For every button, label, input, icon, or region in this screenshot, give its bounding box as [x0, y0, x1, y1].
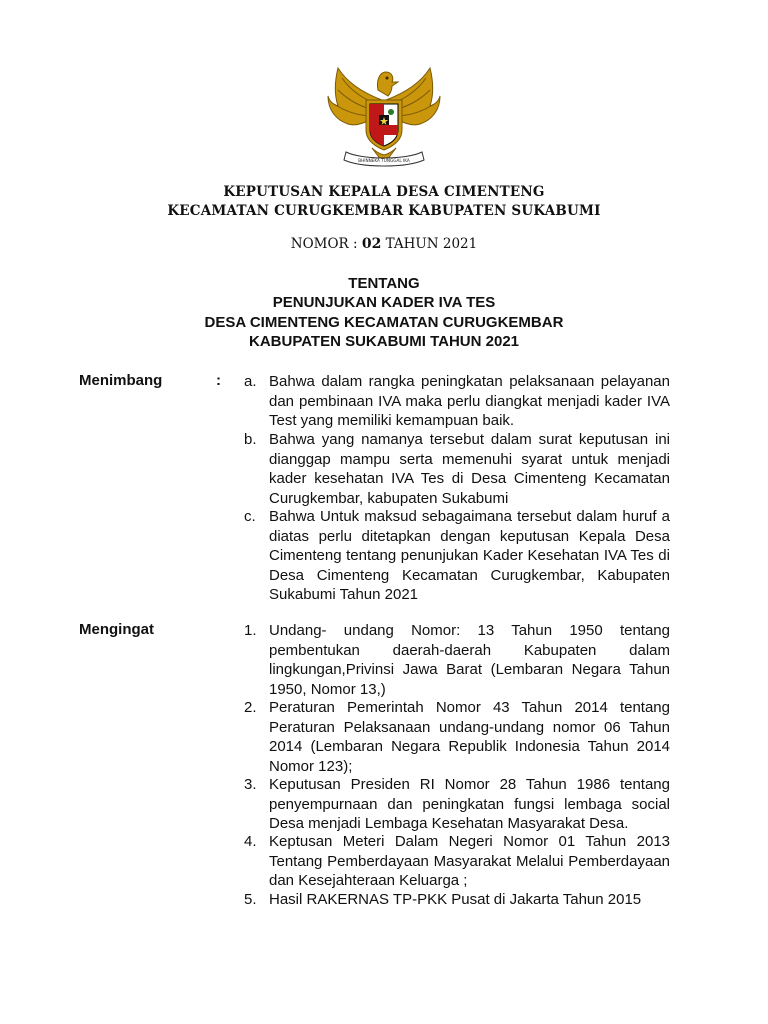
- list-marker: c.: [244, 508, 256, 525]
- list-marker: 2.: [244, 699, 257, 716]
- menimbang-item-b: [244, 430, 670, 508]
- garuda-pancasila-emblem-icon: [326, 60, 442, 172]
- mengingat-item-5: [244, 890, 670, 910]
- list-item-text: Keputusan Presiden RI Nomor 28 Tahun 1986 tentang penyempurnaan dan peningkatan fungsi lembaga social Desa menjadi Lembaga Kesehatan Masyarakat Desa.: [269, 776, 670, 832]
- title-line-2: KECAMATAN CURUGKEMBAR KABUPATEN SUKABUMI: [167, 203, 601, 219]
- nomor-suffix: TAHUN 2021: [381, 236, 478, 252]
- mengingat-item-4: [244, 832, 670, 891]
- subject-line-1: PENUNJUKAN KADER IVA TES: [272, 294, 496, 311]
- menimbang-item-c: [244, 507, 670, 605]
- list-item-text: Hasil RAKERNAS TP-PKK Pusat di Jakarta Tahun 2015: [269, 891, 642, 908]
- subject-line-2: DESA CIMENTENG KECAMATAN CURUGKEMBAR: [204, 314, 564, 331]
- svg-text:BHINNEKA TUNGGAL IKA: BHINNEKA TUNGGAL IKA: [358, 158, 410, 163]
- list-marker: 3.: [244, 776, 257, 793]
- menimbang-item-a: [244, 372, 670, 431]
- subject-line-3: KABUPATEN SUKABUMI TAHUN 2021: [248, 333, 520, 350]
- list-item-text: Keptusan Meteri Dalam Negeri Nomor 01 Tahun 2013 Tentang Pemberdayaan Masyarakat Melalui Pemberdayaan dan Kesejahteraan Keluarga ;: [269, 833, 670, 889]
- list-marker: b.: [244, 431, 257, 448]
- list-item-text: Peraturan Pemerintah Nomor 43 Tahun 2014 tentang Peraturan Pelaksanaan undang-undang nomor 06 Tahun 2014 (Lembaran Negara Republik Indonesia Tahun 2014 Nomor 123);: [269, 699, 670, 775]
- menimbang-colon: :: [216, 372, 221, 389]
- list-marker: 5.: [244, 891, 257, 908]
- list-marker: 1.: [244, 622, 257, 639]
- list-item-text: Undang- undang Nomor: 13 Tahun 1950 tentang pembentukan daerah-daerah Kabupaten dalam lingkungan,Privinsi Jawa Barat (Lembaran Negara Tahun 1950, Nomor 13,): [269, 622, 670, 698]
- list-item-text: Bahwa dalam rangka peningkatan pelaksanaan pelayanan dan pembinaan IVA maka perlu diangkat menjadi kader IVA Test yang memiliki kemampuan baik.: [269, 373, 670, 429]
- menimbang-label: Menimbang: [79, 372, 163, 389]
- title-line-1: KEPUTUSAN KEPALA DESA CIMENTENG: [223, 184, 545, 200]
- mengingat-item-2: [244, 698, 670, 776]
- tentang-heading: TENTANG: [348, 275, 420, 292]
- list-marker: a.: [244, 373, 257, 390]
- nomor-value: 02: [361, 236, 382, 252]
- mengingat-label: Mengingat: [79, 621, 154, 638]
- nomor-prefix: NOMOR :: [290, 236, 362, 252]
- mengingat-item-1: [244, 621, 670, 699]
- decree-number: [0, 236, 768, 252]
- mengingat-item-3: [244, 775, 670, 834]
- list-item-text: Bahwa yang namanya tersebut dalam surat keputusan ini dianggap mampu serta memenuhi syarat untuk menjadi kader kesehatan IVA Tes di Desa Cimenteng Kecamatan Curugkembar, kabupaten Sukabumi: [269, 431, 670, 507]
- list-item-text: Bahwa Untuk maksud sebagaimana tersebut dalam huruf a diatas perlu ditetapkan dengan keputusan Kepala Desa Cimenteng tentang penunjukan Kader Kesehatan IVA Tes di Desa Cimenteng Kecamatan Curugkembar, Kabupaten Sukabumi Tahun 2021: [269, 508, 670, 603]
- list-marker: 4.: [244, 833, 257, 850]
